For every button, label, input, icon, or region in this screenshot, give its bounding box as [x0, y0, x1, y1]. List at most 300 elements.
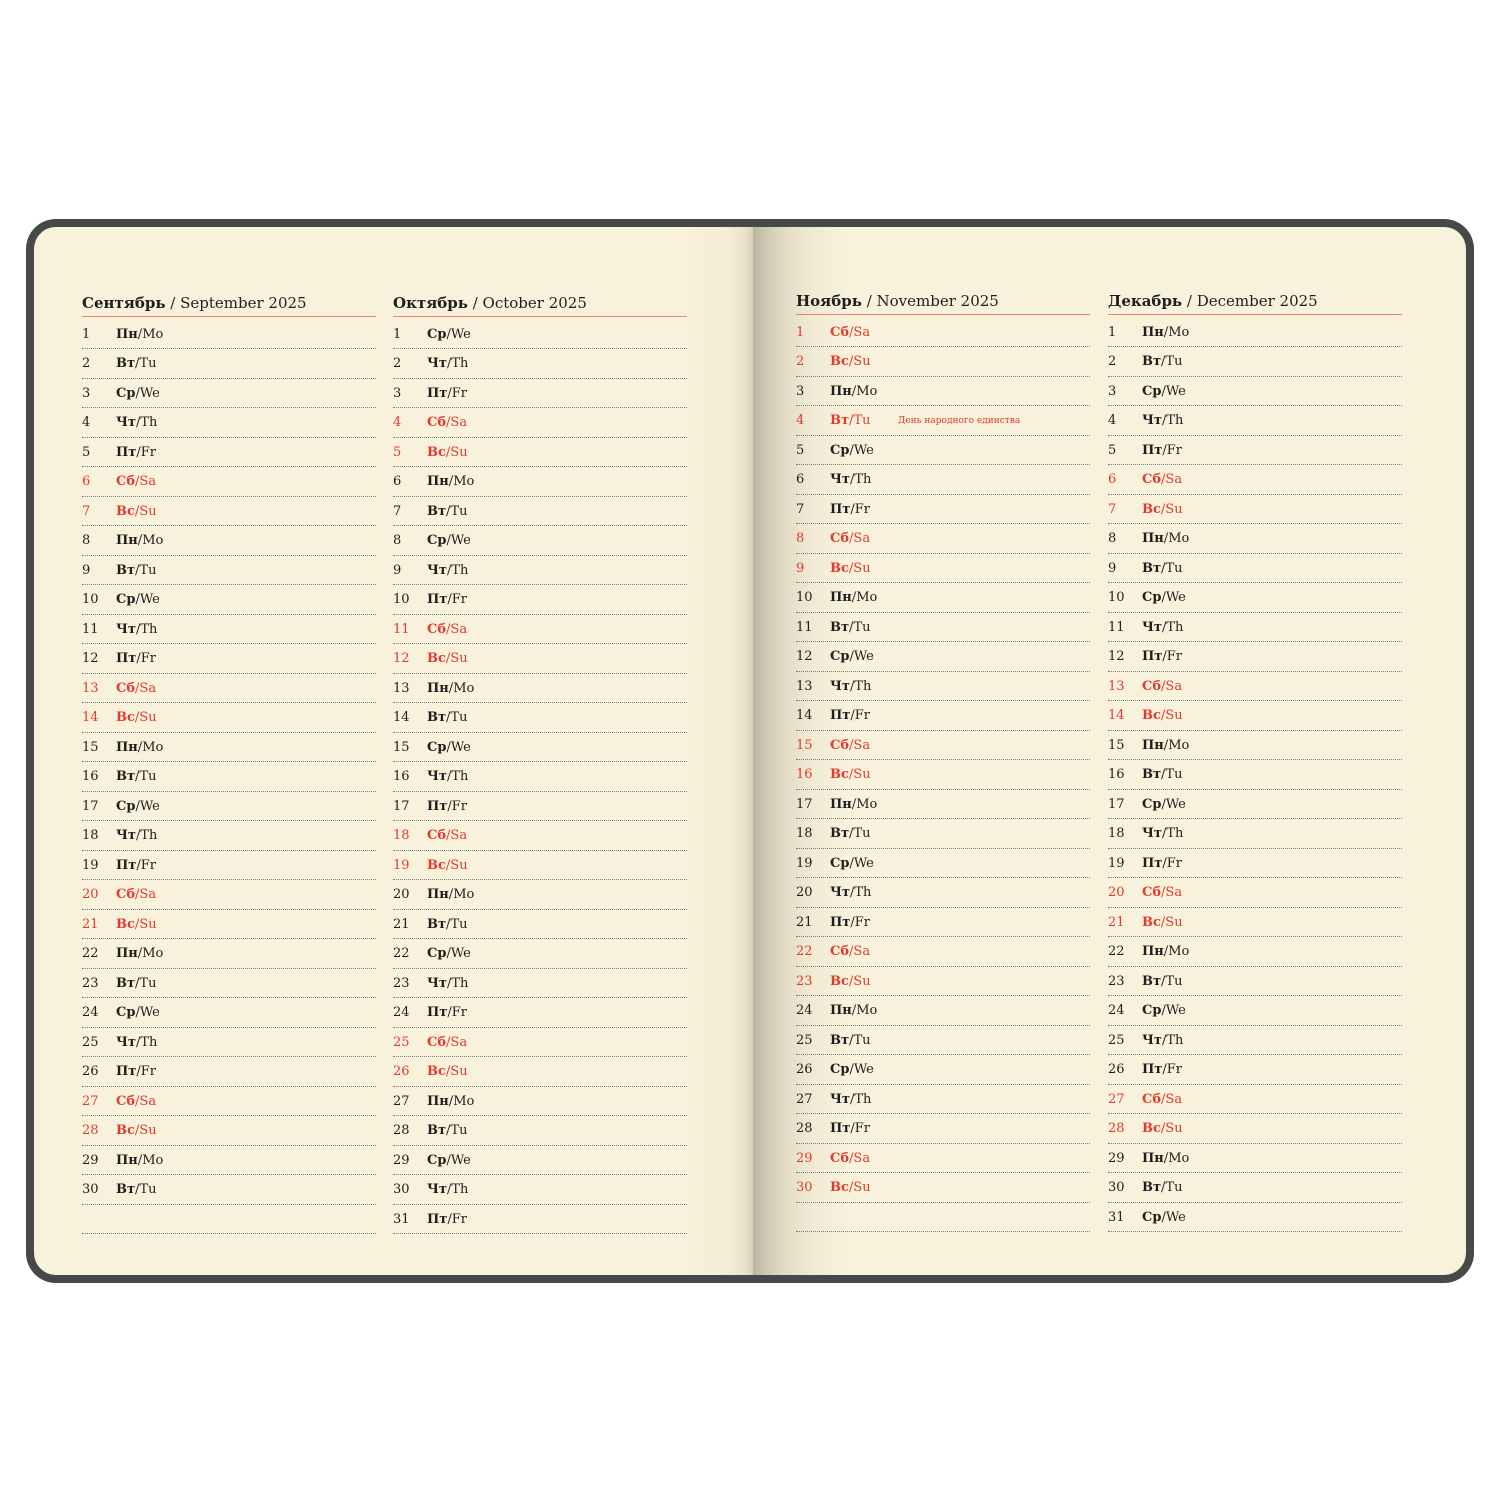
day-row [1108, 1086, 1402, 1115]
weekday: Вс/Su [116, 1123, 157, 1138]
weekday-ru: Чт [116, 1034, 136, 1050]
weekday-ru: Вс [116, 503, 135, 519]
weekday-en: Th [1166, 826, 1184, 841]
weekday-en: Th [140, 415, 158, 430]
day-number: 31 [1108, 1209, 1125, 1225]
day-row [796, 1027, 1090, 1056]
day-row [82, 822, 376, 851]
day-number: 11 [82, 621, 99, 637]
day-row [393, 645, 687, 674]
weekday-ru: Чт [116, 828, 136, 843]
day-number: 11 [796, 619, 813, 635]
weekday-ru: Чт [427, 562, 447, 578]
day-number: 29 [393, 1152, 410, 1168]
day-number: 22 [82, 946, 99, 961]
weekday-en: Su [853, 1180, 871, 1195]
weekday-ru: Вс [830, 560, 849, 576]
day-row [393, 822, 687, 851]
day-row [393, 380, 687, 409]
day-number: 7 [82, 503, 91, 519]
weekday-ru: Ср [427, 533, 447, 548]
day-number: 29 [1108, 1150, 1125, 1166]
weekday: Чт/Th [427, 975, 469, 991]
day-row [1108, 791, 1402, 820]
day-row [1108, 466, 1402, 495]
weekday: Пт/Fr [116, 857, 156, 873]
weekday-ru: Вт [116, 769, 136, 784]
weekday: Вс/Su [1142, 1121, 1183, 1136]
day-row [82, 852, 376, 881]
weekday: Ср/We [116, 798, 160, 814]
weekday-en: Tu [139, 975, 157, 991]
weekday-en: Tu [1165, 354, 1183, 369]
weekday-en: Mo [142, 1152, 164, 1168]
weekday-en: Sa [853, 944, 871, 959]
weekday-en: Mo [453, 887, 475, 902]
weekday: Вт/Tu [116, 356, 157, 371]
day-row [82, 1117, 376, 1146]
weekday: Пт/Fr [427, 1211, 467, 1227]
weekday-ru: Пт [1142, 649, 1163, 664]
weekday-ru: Пт [427, 1211, 448, 1227]
weekday-en: Mo [1168, 1150, 1190, 1166]
weekday: Сб/Sa [116, 680, 157, 696]
weekday-en: Mo [1168, 531, 1190, 546]
weekday-en: Th [451, 975, 469, 991]
day-number: 20 [1108, 885, 1125, 900]
weekday: Вт/Tu [830, 413, 871, 428]
weekday-ru: Пн [830, 383, 852, 399]
weekday-ru: Ср [427, 739, 447, 755]
day-number: 16 [393, 769, 410, 784]
day-row [1108, 496, 1402, 525]
weekday-en: Su [853, 560, 871, 576]
day-row [393, 999, 687, 1028]
weekday-en: Mo [856, 383, 878, 399]
day-row [1108, 614, 1402, 643]
month-title-en: November 2025 [876, 292, 999, 310]
weekday-en: Tu [853, 619, 871, 635]
day-number: 28 [393, 1123, 410, 1138]
day-row [393, 1058, 687, 1087]
weekday-en: Tu [1165, 767, 1183, 782]
day-row [796, 643, 1090, 672]
day-row [1108, 437, 1402, 466]
weekday-en: Mo [142, 739, 164, 755]
weekday-en: Sa [853, 737, 871, 753]
weekday-en: Su [450, 1064, 468, 1079]
weekday-en: We [1165, 1209, 1186, 1225]
day-list [393, 321, 687, 1235]
weekday-ru: Пн [116, 326, 138, 342]
day-number: 19 [1108, 855, 1125, 871]
day-number: 4 [796, 413, 805, 428]
weekday-ru: Пт [116, 857, 137, 873]
weekday-ru: Вс [116, 916, 135, 932]
day-row [393, 763, 687, 792]
day-row [1108, 643, 1402, 672]
weekday-ru: Пт [116, 1064, 137, 1079]
weekday-ru: Сб [1142, 678, 1162, 694]
day-number: 23 [393, 975, 410, 991]
day-number: 22 [393, 946, 410, 961]
weekday-ru: Чт [830, 472, 850, 487]
day-number: 24 [796, 1003, 813, 1018]
day-number: 12 [393, 651, 410, 666]
day-number: 21 [393, 916, 410, 932]
weekday-en: Fr [140, 857, 156, 873]
day-row [1108, 1056, 1402, 1085]
weekday: Пт/Fr [427, 798, 467, 814]
weekday-en: We [1165, 1003, 1186, 1018]
day-number: 26 [1108, 1062, 1125, 1077]
day-number: 29 [82, 1152, 99, 1168]
day-number: 25 [1108, 1032, 1125, 1048]
weekday: Сб/Sa [427, 415, 468, 430]
weekday-en: Mo [1168, 944, 1190, 959]
weekday-ru: Вс [116, 710, 135, 725]
day-number: 25 [393, 1034, 410, 1050]
weekday: Пт/Fr [1142, 442, 1182, 458]
weekday-en: Fr [854, 708, 870, 723]
day-row [82, 321, 376, 350]
day-number: 2 [82, 356, 91, 371]
weekday: Пн/Mo [830, 1003, 878, 1018]
weekday: Чт/Th [1142, 619, 1184, 635]
day-number: 4 [1108, 413, 1117, 428]
weekday-ru: Вс [427, 857, 446, 873]
weekday-en: Mo [453, 680, 475, 696]
weekday: Сб/Sa [1142, 678, 1183, 694]
weekday-ru: Вс [830, 767, 849, 782]
day-row [796, 968, 1090, 997]
day-row [796, 820, 1090, 849]
weekday-ru: Сб [427, 828, 447, 843]
weekday-ru: Пн [427, 887, 449, 902]
day-row [393, 498, 687, 527]
day-row [82, 911, 376, 940]
weekday-ru: Вт [116, 1182, 136, 1197]
day-number: 2 [1108, 354, 1117, 369]
weekday-ru: Пн [116, 1152, 138, 1168]
weekday-en: Sa [139, 1093, 157, 1109]
day-row [393, 1029, 687, 1058]
day-number: 5 [393, 444, 402, 460]
weekday-en: We [450, 739, 471, 755]
weekday: Чт/Th [830, 885, 872, 900]
day-number: 16 [82, 769, 99, 784]
weekday-ru: Пт [1142, 442, 1163, 458]
day-number: 18 [393, 828, 410, 843]
weekday-ru: Сб [830, 737, 850, 753]
weekday-en: We [450, 1152, 471, 1168]
weekday-ru: Пн [1142, 324, 1164, 340]
weekday-en: Sa [853, 324, 871, 340]
weekday-ru: Вт [1142, 560, 1162, 576]
weekday: Вс/Su [830, 560, 871, 576]
day-row [1108, 1174, 1402, 1203]
weekday-en: We [450, 946, 471, 961]
weekday-en: We [853, 1062, 874, 1077]
day-number: 5 [1108, 442, 1117, 458]
day-row [1108, 761, 1402, 790]
day-row [82, 1176, 376, 1205]
day-number: 24 [1108, 1003, 1125, 1018]
weekday-en: Tu [853, 1032, 871, 1048]
day-number: 16 [1108, 767, 1125, 782]
day-number: 29 [796, 1150, 813, 1166]
day-number: 13 [393, 680, 410, 696]
weekday: Пн/Mo [1142, 531, 1190, 546]
weekday-ru: Пт [830, 501, 851, 517]
weekday: Вс/Su [116, 503, 157, 519]
day-row [82, 527, 376, 556]
weekday-ru: Вс [1142, 708, 1161, 723]
weekday: Сб/Sa [1142, 1091, 1183, 1107]
day-number: 23 [82, 975, 99, 991]
day-row [82, 468, 376, 497]
weekday-ru: Ср [830, 442, 850, 458]
weekday: Вс/Su [830, 354, 871, 369]
weekday-ru: Пн [830, 590, 852, 605]
weekday-ru: Сб [830, 324, 850, 340]
day-number: 18 [1108, 826, 1125, 841]
month-title [82, 292, 376, 317]
day-number: 13 [796, 678, 813, 694]
day-row [1108, 968, 1402, 997]
weekday-en: Mo [142, 533, 164, 548]
weekday: Ср/We [830, 855, 874, 871]
day-number: 28 [796, 1121, 813, 1136]
weekday-en: Fr [1166, 1062, 1182, 1077]
day-number: 26 [82, 1064, 99, 1079]
day-number: 14 [1108, 708, 1125, 723]
weekday-ru: Ср [116, 385, 136, 401]
day-number: 25 [796, 1032, 813, 1048]
day-row [796, 348, 1090, 377]
weekday-ru: Чт [427, 769, 447, 784]
day-number: 9 [796, 560, 805, 576]
day-row [393, 1176, 687, 1205]
day-row [796, 879, 1090, 908]
weekday: Сб/Sa [427, 828, 468, 843]
weekday-en: Fr [451, 1211, 467, 1227]
weekday-ru: Пт [830, 914, 851, 930]
weekday-en: We [139, 1005, 160, 1020]
day-number: 3 [1108, 383, 1117, 399]
day-row [1108, 555, 1402, 584]
day-row [796, 938, 1090, 967]
weekday-ru: Чт [1142, 413, 1162, 428]
weekday-ru: Вт [427, 503, 447, 519]
day-row [82, 1147, 376, 1176]
day-row [82, 616, 376, 645]
day-list [1108, 319, 1402, 1233]
weekday: Сб/Sa [427, 1034, 468, 1050]
weekday: Сб/Sa [116, 1093, 157, 1109]
weekday-ru: Сб [1142, 1091, 1162, 1107]
weekday-en: We [853, 649, 874, 664]
day-number: 17 [796, 796, 813, 812]
day-row [82, 734, 376, 763]
day-number: 28 [1108, 1121, 1125, 1136]
weekday: Пн/Mo [116, 739, 164, 755]
day-number: 15 [796, 737, 813, 753]
day-row [82, 881, 376, 910]
weekday-en: Fr [854, 1121, 870, 1136]
weekday-ru: Чт [830, 1091, 850, 1107]
day-row [796, 732, 1090, 761]
weekday-en: Fr [451, 592, 467, 607]
weekday-en: Th [451, 562, 469, 578]
day-row [82, 1029, 376, 1058]
weekday-ru: Пн [116, 739, 138, 755]
day-row [796, 850, 1090, 879]
day-row [796, 466, 1090, 495]
weekday: Сб/Sa [1142, 472, 1183, 487]
weekday-ru: Сб [116, 680, 136, 696]
day-number: 6 [1108, 472, 1117, 487]
month-column [393, 292, 687, 1235]
day-number: 6 [393, 474, 402, 489]
weekday-ru: Ср [427, 946, 447, 961]
weekday-ru: Пн [116, 533, 138, 548]
weekday-ru: Вт [1142, 973, 1162, 989]
day-number: 13 [82, 680, 99, 696]
day-row [82, 350, 376, 379]
weekday-ru: Сб [427, 621, 447, 637]
day-row [1108, 407, 1402, 436]
weekday-en: Su [853, 973, 871, 989]
weekday-ru: Вт [1142, 1180, 1162, 1195]
weekday-ru: Сб [116, 1093, 136, 1109]
month-column [1108, 290, 1402, 1233]
weekday-ru: Вс [427, 444, 446, 460]
day-number: 24 [393, 1005, 410, 1020]
day-number: 6 [82, 474, 91, 489]
weekday: Чт/Th [427, 356, 469, 371]
day-row [1108, 673, 1402, 702]
weekday-ru: Пт [830, 1121, 851, 1136]
weekday: Чт/Th [427, 769, 469, 784]
day-number: 1 [1108, 324, 1117, 340]
day-row [393, 527, 687, 556]
weekday: Чт/Th [427, 1182, 469, 1197]
weekday: Пн/Mo [427, 1093, 475, 1109]
day-number: 11 [393, 621, 410, 637]
weekday: Ср/We [427, 326, 471, 342]
weekday: Вт/Tu [830, 1032, 871, 1048]
weekday-ru: Вт [830, 1032, 850, 1048]
weekday: Пт/Fr [830, 914, 870, 930]
weekday-en: Tu [450, 1123, 468, 1138]
weekday-en: Sa [1165, 885, 1183, 900]
day-number: 26 [393, 1064, 410, 1079]
weekday-en: We [853, 855, 874, 871]
weekday: Вт/Tu [116, 1182, 157, 1197]
weekday: Чт/Th [116, 828, 158, 843]
day-number: 10 [1108, 590, 1125, 605]
day-number: 8 [1108, 531, 1117, 546]
weekday: Чт/Th [1142, 826, 1184, 841]
weekday-ru: Вс [1142, 501, 1161, 517]
day-row [1108, 1204, 1402, 1233]
weekday-ru: Чт [427, 1182, 447, 1197]
weekday: Пт/Fr [1142, 649, 1182, 664]
weekday-ru: Пн [1142, 1150, 1164, 1166]
weekday: Сб/Sa [116, 474, 157, 489]
weekday-en: Su [1165, 501, 1183, 517]
weekday: Ср/We [830, 442, 874, 458]
day-row [82, 675, 376, 704]
day-list [796, 319, 1090, 1233]
month-title-separator: / [861, 292, 877, 310]
day-row [82, 409, 376, 438]
weekday: Вс/Su [830, 1180, 871, 1195]
weekday-en: Su [139, 710, 157, 725]
weekday: Чт/Th [1142, 413, 1184, 428]
weekday: Вт/Tu [116, 562, 157, 578]
weekday-ru: Вс [830, 973, 849, 989]
day-row [393, 350, 687, 379]
month-column [796, 290, 1090, 1233]
day-number: 19 [796, 855, 813, 871]
day-row [1108, 319, 1402, 348]
weekday-en: Tu [139, 562, 157, 578]
weekday: Пт/Fr [830, 708, 870, 723]
day-number: 1 [393, 326, 402, 342]
weekday-ru: Ср [830, 1062, 850, 1077]
day-row [393, 468, 687, 497]
day-number: 20 [393, 887, 410, 902]
day-number: 20 [82, 887, 99, 902]
weekday: Вс/Su [830, 767, 871, 782]
day-number: 8 [82, 533, 91, 548]
weekday-en: Th [451, 769, 469, 784]
month-column [82, 292, 376, 1235]
weekday-ru: Чт [830, 885, 850, 900]
day-number: 9 [393, 562, 402, 578]
month-title-separator: / [165, 294, 181, 312]
weekday-ru: Вт [116, 975, 136, 991]
day-number: 17 [82, 798, 99, 814]
weekday-en: Th [451, 1182, 469, 1197]
day-row [1108, 1027, 1402, 1056]
day-number: 30 [393, 1182, 410, 1197]
weekday: Пн/Mo [830, 383, 878, 399]
weekday-en: Tu [450, 916, 468, 932]
month-title-separator: / [1182, 292, 1197, 310]
day-number: 3 [796, 383, 805, 399]
weekday: Ср/We [830, 1062, 874, 1077]
weekday-ru: Чт [1142, 1032, 1162, 1048]
weekday-en: Fr [451, 798, 467, 814]
weekday-ru: Ср [830, 855, 850, 871]
weekday-en: Mo [856, 1003, 878, 1018]
weekday: Пн/Mo [1142, 1150, 1190, 1166]
weekday: Ср/We [116, 1005, 160, 1020]
weekday: Пн/Mo [116, 1152, 164, 1168]
day-number: 15 [393, 739, 410, 755]
weekday: Пн/Mo [427, 474, 475, 489]
day-row [1108, 1115, 1402, 1144]
day-row [796, 997, 1090, 1026]
weekday-ru: Вс [1142, 1121, 1161, 1136]
day-row [82, 586, 376, 615]
day-row [82, 970, 376, 999]
weekday-ru: Вт [830, 826, 850, 841]
weekday-ru: Пн [427, 680, 449, 696]
